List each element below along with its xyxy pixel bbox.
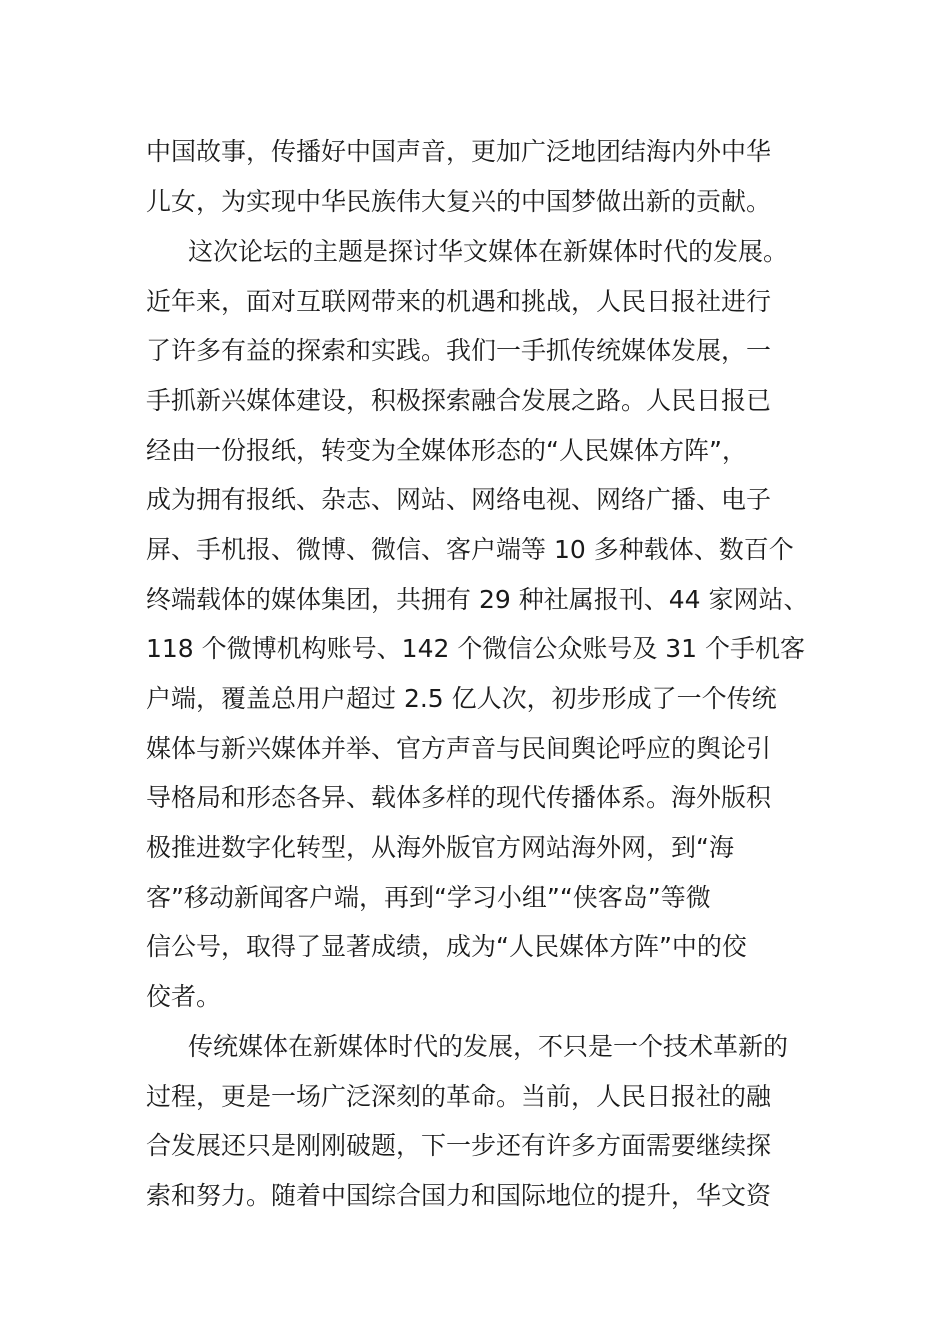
text-line: 屏、手机报、微博、微信、客户端等 10 多种载体、数百个 [146,535,794,564]
text-line: 终端载体的媒体集团，共拥有 29 种社属报刊、44 家网站、 [146,585,809,614]
text-line: 成为拥有报纸、杂志、网站、网络电视、网络广播、电子 [146,485,772,514]
text-line: 信公号，取得了显著成绩，成为“人民媒体方阵”中的佼 [146,932,747,961]
text-line: 佼者。 [146,982,222,1011]
text-line: 118 个微博机构账号、142 个微信公众账号及 31 个手机客 [146,634,806,663]
text-line: 中国故事，传播好中国声音，更加广泛地团结海内外中华 [146,137,772,166]
text-line: 极推进数字化转型，从海外版官方网站海外网，到“海 [146,833,734,862]
paragraph-first-line: 这次论坛的主题是探讨华文媒体在新媒体时代的发展。 [188,237,789,266]
text-line: 户端，覆盖总用户超过 2.5 亿人次，初步形成了一个传统 [146,684,777,713]
text-line: 儿女，为实现中华民族伟大复兴的中国梦做出新的贡献。 [146,187,772,216]
text-line: 过程，更是一场广泛深刻的革命。当前，人民日报社的融 [146,1082,772,1111]
text-line: 经由一份报纸，转变为全媒体形态的“人民媒体方阵”， [146,436,747,465]
text-line: 媒体与新兴媒体并举、官方声音与民间舆论呼应的舆论引 [146,734,772,763]
text-line: 了许多有益的探索和实践。我们一手抓传统媒体发展，一 [146,336,772,365]
text-line: 合发展还只是刚刚破题，下一步还有许多方面需要继续探 [146,1131,772,1160]
paragraph-first-line: 传统媒体在新媒体时代的发展，不只是一个技术革新的 [188,1032,789,1061]
text-line: 索和努力。随着中国综合国力和国际地位的提升，华文资 [146,1181,772,1210]
text-line: 客”移动新闻客户端，再到“学习小组”“侠客岛”等微 [146,883,711,912]
text-line: 导格局和形态各异、载体多样的现代传播体系。海外版积 [146,783,772,812]
text-line: 手抓新兴媒体建设，积极探索融合发展之路。人民日报已 [146,386,772,415]
text-line: 近年来，面对互联网带来的机遇和挑战，人民日报社进行 [146,287,772,316]
